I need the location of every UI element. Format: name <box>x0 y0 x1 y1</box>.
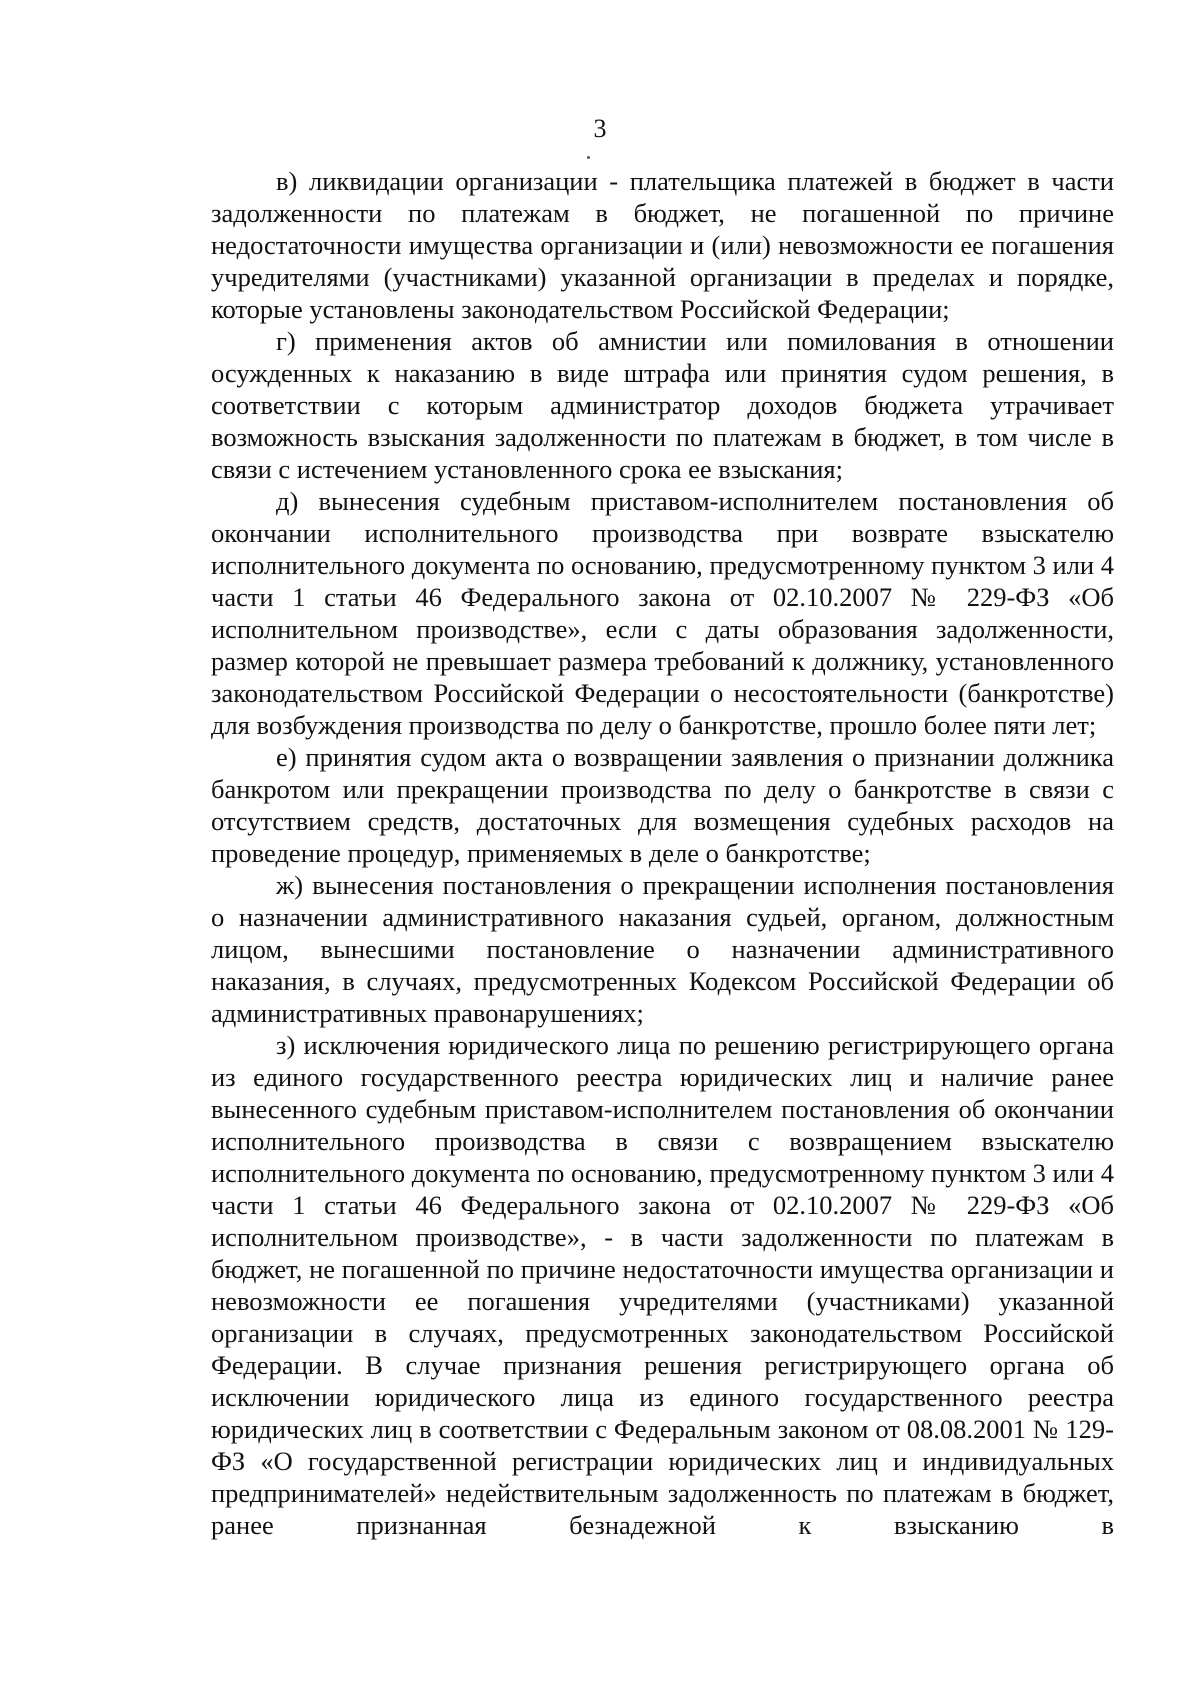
paragraph-z: з) исключения юридического лица по решению регистрирующего органа из единого государственного реестра юридических лиц и наличие ранее вынесенного судебным приставом-исполнителем постановления об окончании исполнительного производства в связи с возвращением взыскателю исполнительного документа по основанию, предусмотренному пунктом 3 или 4 части 1 статьи 46 Федерального закона от 02.10.2007 № 229-ФЗ «Об исполнительном производстве», - в части задолженности по платежам в бюджет, не погашенной по причине недостаточности имущества организации и невозможности ее погашения учредителями (участниками) указанной организации в случаях, предусмотренных законодательством Российской Федерации. В случае признания решения регистрирующего органа об исключении юридического лица из единого государственного реестра юридических лиц в соответствии с Федеральным законом от 08.08.2001 № 129-ФЗ «О государственной регистрации юридических лиц и индивидуальных предпринимателей» недействительным задолженность по платежам в бюджет, ранее признанная безнадежной к взысканию в <box>211 1030 1114 1540</box>
page-number: 3 <box>593 114 607 143</box>
paragraph-g: г) применения актов об амнистии или помилования в отношении осужденных к наказанию в виде штрафа или принятия судом решения, в соответствии с которым администратор доходов бюджета утрачивает возможность взыскания задолженности по платежам в бюджет, в том числе в связи с истечением установленного срока ее взыскания; <box>211 326 1114 484</box>
paragraph-e: е) принятия судом акта о возвращении заявления о признании должника банкротом или прекращении производства по делу о банкротстве в связи с отсутствием средств, достаточных для возмещения судебных расходов на проведение процедур, применяемых в деле о банкротстве; <box>211 742 1114 868</box>
scan-artifact-dot <box>587 156 590 159</box>
paragraph-d: д) вынесения судебным приставом-исполнителем постановления об окончании исполнительного производства при возврате взыскателю исполнительного документа по основанию, предусмотренному пунктом 3 или 4 части 1 статьи 46 Федерального закона от 02.10.2007 № 229-ФЗ «Об исполнительном производстве», если с даты образования задолженности, размер которой не превышает размера требований к должнику, установленного законодательством Российской Федерации о несостоятельности (банкротстве) для возбуждения производства по делу о банкротстве, прошло более пяти лет; <box>211 486 1114 740</box>
paragraph-v: в) ликвидации организации - плательщика платежей в бюджет в части задолженности по платежам в бюджет, не погашенной по причине недостаточности имущества организации и (или) невозможности ее погашения учредителями (участниками) указанной организации в пределах и порядке, которые установлены законодательством Российской Федерации; <box>211 166 1114 324</box>
paragraph-zh: ж) вынесения постановления о прекращении исполнения постановления о назначении административного наказания судьей, органом, должностным лицом, вынесшими постановление о назначении административного наказания, в случаях, предусмотренных Кодексом Российской Федерации об административных правонарушениях; <box>211 870 1114 1028</box>
document-body <box>211 165 1114 1541</box>
